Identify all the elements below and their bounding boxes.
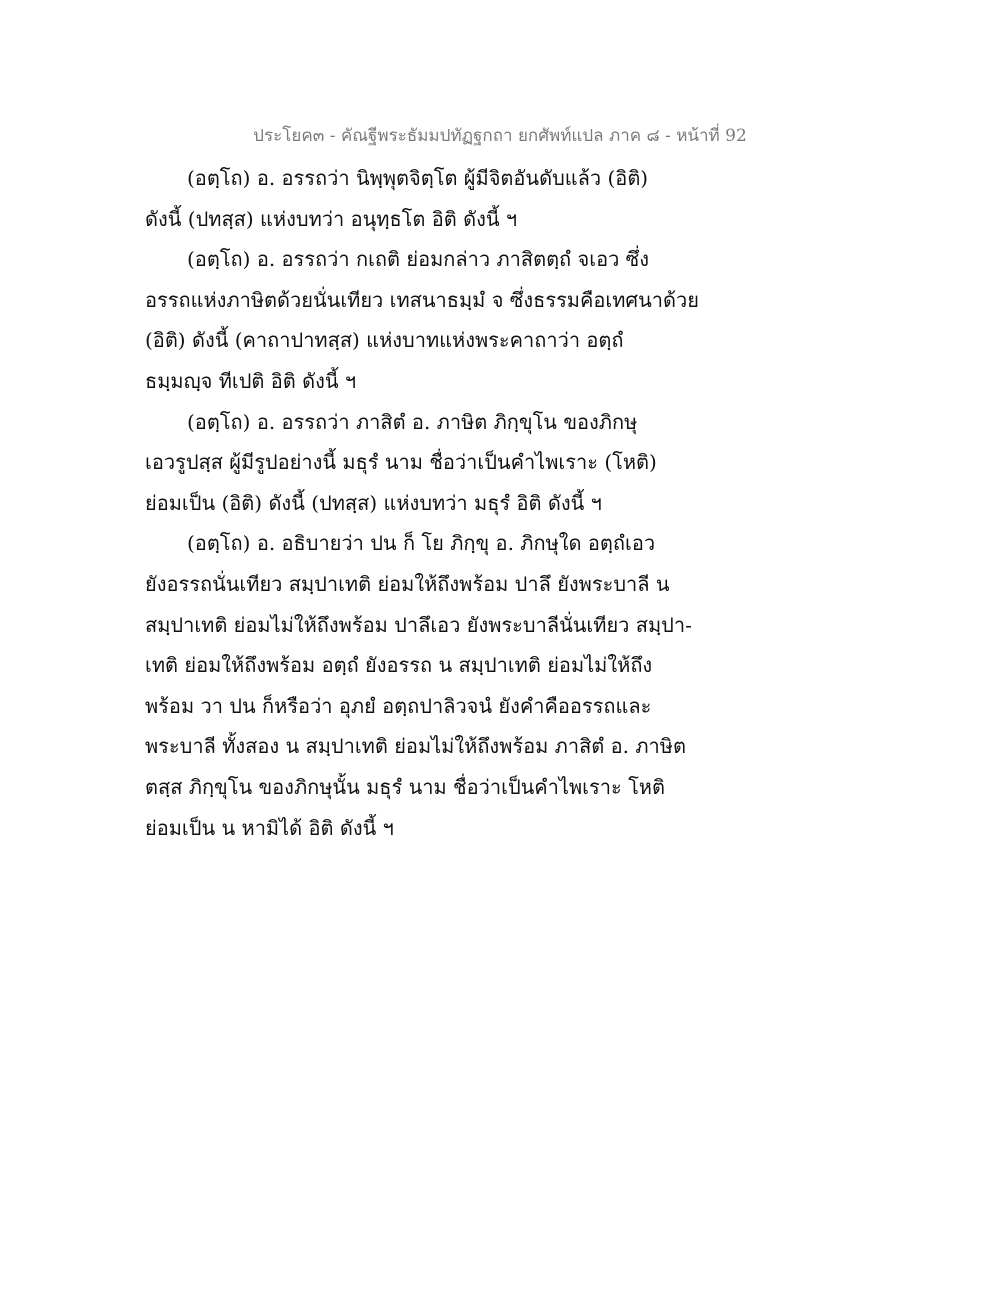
- text-line: ย่อมเป็น น หามิได้ อิติ ดังนี้ ฯ: [145, 815, 394, 840]
- text-line: สมฺปาเทติ ย่อมไม่ให้ถึงพร้อม ปาลึเอว ยังพระบาลีนั่นเทียว สมฺปา-: [145, 612, 692, 637]
- text-line: อรรถแห่งภาษิตด้วยนั่นเทียว เทสนาธมฺมํ จ ซึ่งธรรมคือเทศนาด้วย: [145, 287, 699, 312]
- paragraph-3: [145, 402, 865, 524]
- body-text: [145, 158, 865, 848]
- text-line: พร้อม วา ปน ก็หรือว่า อุภยํ อตฺถปาลิวจนํ ยังคำคืออรรถและ: [145, 693, 652, 718]
- text-line: พระบาลี ทั้งสอง น สมฺปาเทติ ย่อมไม่ให้ถึงพร้อม ภาสิตํ อ. ภาษิต: [145, 734, 686, 759]
- paragraph-4: [145, 523, 865, 848]
- text-line: เอวรูปสฺส ผู้มีรูปอย่างนี้ มธุรํ นาม ชื่อว่าเป็นคำไพเราะ (โหติ): [145, 450, 657, 475]
- text-line: (อตฺโถ) อ. อรรถว่า นิพฺพุตจิตฺโต ผู้มีจิตอันดับแล้ว (อิติ): [187, 166, 649, 190]
- text-line: (อตฺโถ) อ. อรรถว่า ภาสิตํ อ. ภาษิต ภิกฺขุโน ของภิกษุ: [187, 409, 638, 434]
- text-line: (อตฺโถ) อ. อรรถว่า กเถติ ย่อมกล่าว ภาสิตตฺถํ จเอว ซึ่ง: [187, 247, 650, 272]
- paragraph-2: [145, 239, 865, 401]
- text-line: ธมฺมญฺจ ทีเปติ อิติ ดังนี้ ฯ: [145, 368, 357, 393]
- page-header: ประโยค๓ - คัณฐีพระธัมมปทัฏฐกถา ยกศัพท์แปล ภาค ๘ - หน้าที่ 92: [253, 126, 747, 146]
- text-line: ตสฺส ภิกฺขุโน ของภิกษุนั้น มธุรํ นาม ชื่อว่าเป็นคำไพเราะ โหติ: [145, 774, 665, 799]
- paragraph-1: [145, 158, 865, 239]
- text-line: ย่อมเป็น (อิติ) ดังนี้ (ปทสฺส) แห่งบทว่า มธุรํ อิติ ดังนี้ ฯ: [145, 490, 602, 515]
- text-line: ยังอรรถนั่นเทียว สมฺปาเทติ ย่อมให้ถึงพร้อม ปาลึ ยังพระบาลี น: [145, 571, 670, 596]
- text-line: (อิติ) ดังนี้ (คาถาปาทสฺส) แห่งบาทแห่งพระคาถาว่า อตฺถํ: [145, 328, 624, 353]
- text-line: เทติ ย่อมให้ถึงพร้อม อตฺถํ ยังอรรถ น สมฺปาเทติ ย่อมไม่ให้ถึง: [145, 653, 653, 678]
- text-line: (อตฺโถ) อ. อธิบายว่า ปน ก็ โย ภิกฺขุ อ. ภิกษุใด อตฺถํเอว: [187, 531, 656, 556]
- text-line: ดังนี้ (ปทสฺส) แห่งบทว่า อนุทฺธโต อิติ ดังนี้ ฯ: [145, 206, 518, 231]
